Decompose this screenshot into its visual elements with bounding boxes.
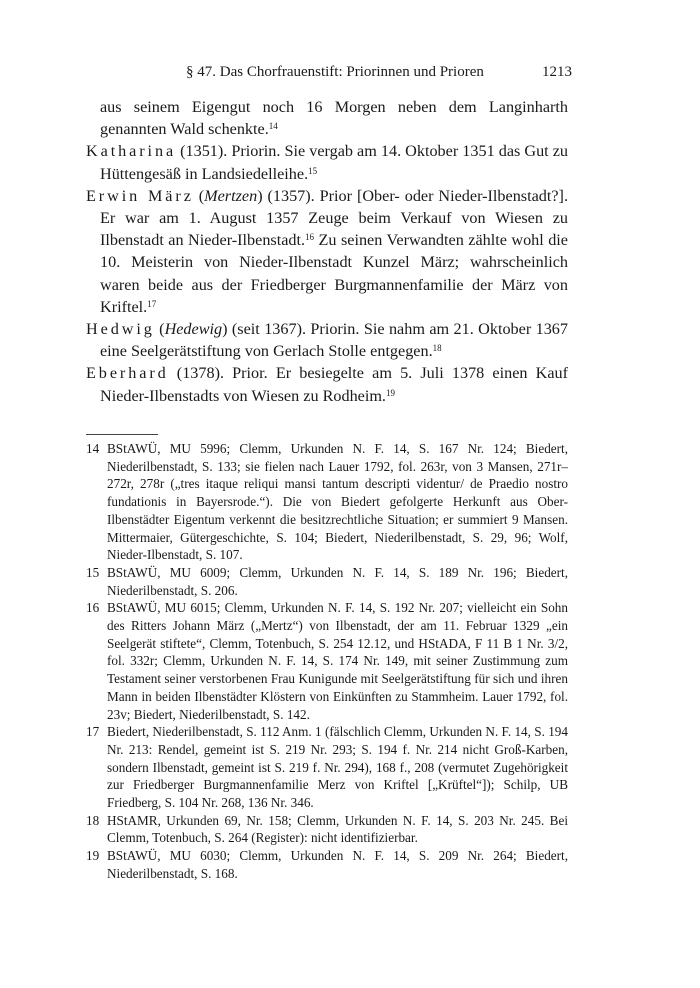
footnote-number: 14: [86, 441, 100, 456]
main-text: [86, 96, 568, 407]
running-header: [0, 64, 700, 86]
footnote-ref: 17: [147, 298, 157, 309]
footnote: [86, 564, 568, 599]
footnote-ref: 14: [268, 121, 278, 132]
footnote: [86, 812, 568, 847]
name-variant: Hedewig: [164, 320, 223, 339]
footnote-number: 16: [86, 600, 100, 616]
footnote-text: BStAWÜ, MU 5996; Clemm, Urkunden N. F. 14, S. 167 Nr. 124; Biedert, Niederilbenstadt, S. 133; sie fielen nach Lauer 1792, fol. 263r, von 3 Mansen, 271r–272r, 278r („tres itaque reliqui mansi tantum descripti videntur/ de Praedio nostro fundationis in Bayersrode.“). Die von Biedert gefolgerte Herkunft aus Ober-Ilbenstädter Eigentum verkennt die besitzrechtliche Situation; er summiert 9 Mansen. Mittermaier, Gütergeschichte, S. 104; Biedert, Niederilbenstadt, S. 29, 96; Wolf, Nieder-Ilbenstadt, S. 107.: [107, 441, 568, 563]
footnote: [86, 599, 568, 723]
page-number: 1213: [542, 64, 572, 80]
footnotes: [86, 440, 568, 883]
person-name: Erwin März: [86, 186, 194, 205]
footnote-separator: [86, 434, 158, 435]
entry-text: (seit 1367). Priorin. Sie nahm am 21. Oktober 1367 eine Seelgerätstiftung von Gerlach Stolle entgegen.: [100, 320, 568, 361]
entry-eberhard: [86, 362, 568, 406]
footnote-number: 18: [86, 812, 100, 828]
footnote-ref: 15: [308, 165, 318, 176]
footnote-ref: 18: [432, 343, 442, 354]
entry-hedwig: Hedwig (Hedewig) (seit 1367). Priorin. Sie nahm am 21. Oktober 1367 eine Seelgerätstiftung von Gerlach Stolle entgegen.$^{18}$: [86, 320, 568, 361]
entry-continuation: [86, 96, 568, 140]
entry-text-continued: Zu seinen Verwandten zählte wohl die 10. Meisterin von Nieder-Ilbenstadt Kunzel März; wahrscheinlich waren beide aus der Friedberger Burgmannenfamilie der März von Kriftel.: [100, 231, 568, 316]
footnote-number: 17: [86, 724, 100, 740]
footnote-number: 19: [86, 848, 100, 864]
person-name: Hedwig: [86, 320, 155, 339]
footnote-text: BStAWÜ, MU 6015; Clemm, Urkunden N. F. 14, S. 192 Nr. 207; vielleicht ein Sohn des Ritters Johann März („Mertz“) von Ilbenstadt, der am 11. Februar 1329 „ein Seelgerät stiftete“, Clemm, Totenbuch, S. 254 12.12, und HStADA, F 11 B 1 Nr. 3/2, fol. 332r; Clemm, Urkunden N. F. 14, S. 174 Nr. 149, mit seiner Zustimmung zum Testament seiner verstorbenen Frau Kunigunde mit Seelgerätstiftung für sich und ihren Mann in beiden Ilbenstädter Klöstern von Einkünften zu Stammheim. Lauer 1792, fol. 23v; Biedert, Niederilbenstadt, S. 142.: [107, 600, 568, 722]
footnote-text: BStAWÜ, MU 6030; Clemm, Urkunden N. F. 14, S. 209 Nr. 264; Biedert, Niederilbenstadt, S. 168.: [107, 848, 568, 881]
person-name: Katharina: [86, 142, 177, 161]
footnote-text: BStAWÜ, MU 6009; Clemm, Urkunden N. F. 14, S. 189 Nr. 196; Biedert, Niederilbenstadt, S. 206.: [107, 564, 568, 598]
entry-text: (1351). Priorin. Sie vergab am 14. Oktober 1351 das Gut zu Hüttengesäß in Landsiedelleihe.: [100, 142, 568, 183]
entry-text: (1357). Prior [Ober- oder Nieder-Ilbenstadt?]. Er war am 1. August 1357 Zeuge beim Verkauf von Wiesen zu Ilbenstadt an Nieder-Ilbenstadt.: [100, 186, 568, 250]
footnote-text: Biedert, Niederilbenstadt, S. 112 Anm. 1 (fälschlich Clemm, Urkunden N. F. 14, S. 194 Nr. 213: Rendel, gemeint ist S. 219 Nr. 293; S. 194 f. Nr. 214 nicht Groß-Karben, sondern Ilbenstadt, gemeint ist S. 219 f. Nr. 294), 168 f., 208 (vermutet Zugehörigkeit zur Friedberger Burgmannenfamilie Merz von Kriftel [„Krüftel“]); Schilp, UB Friedberg, S. 104 Nr. 268, 136 Nr. 346.: [107, 724, 568, 811]
person-name: Eberhard: [86, 364, 169, 383]
footnote: [86, 723, 568, 812]
name-variant: Mertzen: [204, 186, 258, 205]
header-title: § 47. Das Chorfrauenstift: Priorinnen und Prioren: [186, 64, 484, 80]
entry-erwin-maerz: Erwin März (Mertzen) (1357). Prior [Ober- oder Nieder-Ilbenstadt?]. Er war am 1. August 1357 Zeuge beim Verkauf von Wiesen zu Ilbenstadt an Nieder-Ilbenstadt.$^{16}$ Zu seinen Verwandten zählte wohl die 10. Meisterin von Nieder-Ilbenstadt Kunzel März; wahrscheinlich waren beide aus der Friedberger Burgmannenfamilie der März von Kriftel.$^{17}$: [86, 186, 568, 316]
footnote: [86, 440, 568, 564]
entry-katharina: [86, 140, 568, 184]
entry-text: aus seinem Eigengut noch 16 Morgen neben dem Langinharth genannten Wald schenkte.: [100, 98, 568, 139]
entry-text: (1378). Prior. Er besiegelte am 5. Juli 1378 einen Kauf Nieder-Ilbenstadts von Wiesen zu Rodheim.: [100, 364, 568, 405]
footnote-ref: 19: [385, 387, 395, 398]
footnote-text: HStAMR, Urkunden 69, Nr. 158; Clemm, Urkunden N. F. 14, S. 203 Nr. 245. Bei Clemm, Totenbuch, S. 264 (Register): nicht identifizierbar.: [107, 812, 568, 846]
footnote-number: 15: [86, 564, 100, 580]
footnote: [86, 847, 568, 882]
footnote-ref: 16: [305, 232, 315, 243]
